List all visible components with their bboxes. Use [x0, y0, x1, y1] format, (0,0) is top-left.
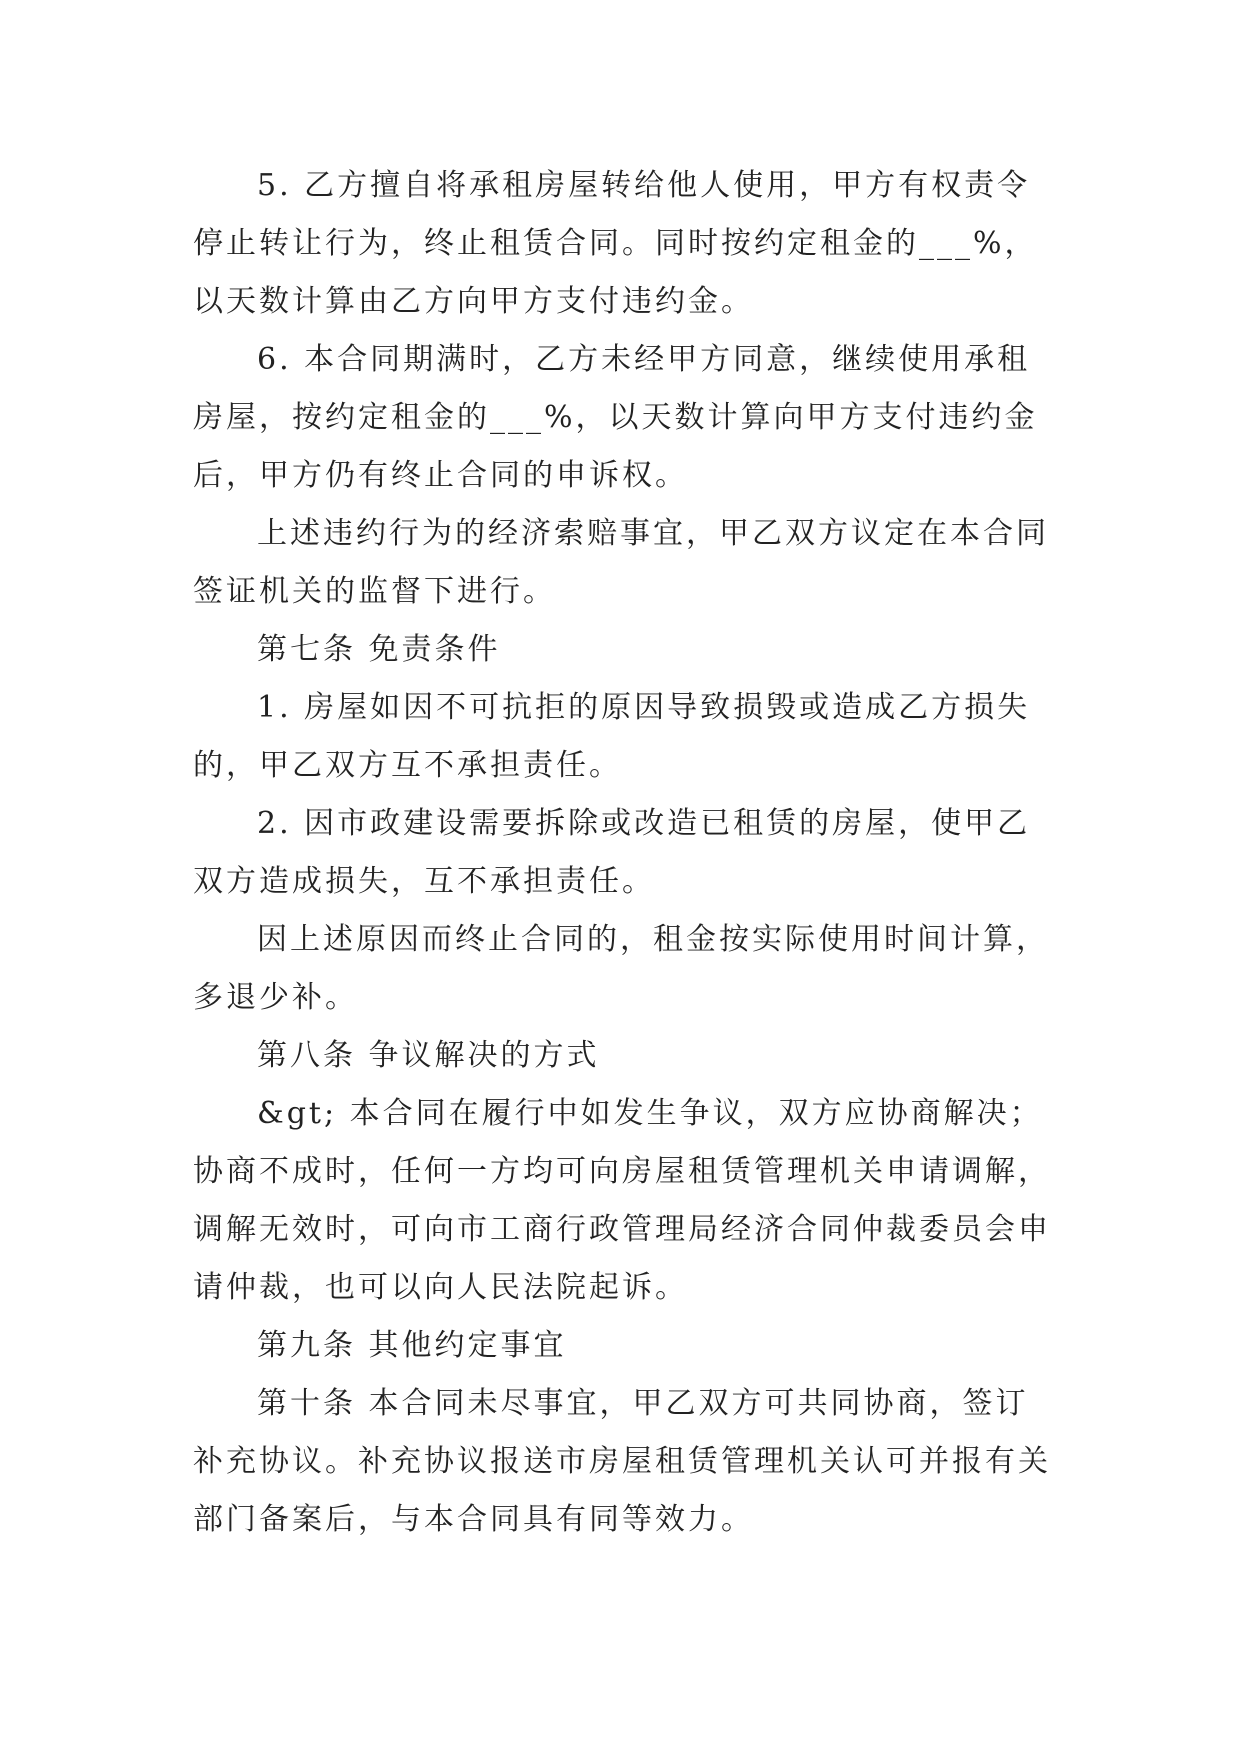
paragraph-clause-5: 5. 乙方擅自将承租房屋转给他人使用，甲方有权责令停止转让行为，终止租赁合同。同时按约定租金的___%，以天数计算由乙方向甲方支付违约金。 [193, 168, 1038, 319]
paragraph-breach-compensation: 上述违约行为的经济索赔事宜，甲乙双方议定在本合同签证机关的监督下进行。 [193, 516, 1049, 609]
paragraph-article-10: 第十条 本合同未尽事宜，甲乙双方可共同协商，签订补充协议。补充协议报送市房屋租赁管理机关认可并报有关部门备案后，与本合同具有同等效力。 [193, 1386, 1051, 1537]
heading-article-8: 第八条 争议解决的方式 [257, 1038, 600, 1073]
document-body [193, 157, 1053, 1549]
paragraph-exemption-2: 2. 因市政建设需要拆除或改造已租赁的房屋，使甲乙双方造成损失，互不承担责任。 [193, 806, 1031, 899]
paragraph-dispute-resolution: &gt; 本合同在履行中如发生争议，双方应协商解决；协商不成时，任何一方均可向房屋租赁管理机关申请调解，调解无效时，可向市工商行政管理局经济合同仲裁委员会申请仲裁，也可以向人民法院起诉。 [193, 1096, 1051, 1305]
heading-article-7: 第七条 免责条件 [257, 632, 501, 667]
heading-article-9: 第九条 其他约定事宜 [257, 1328, 567, 1363]
paragraph-clause-6: 6. 本合同期满时，乙方未经甲方同意，继续使用承租房屋，按约定租金的___%，以天数计算向甲方支付违约金后，甲方仍有终止合同的申诉权。 [193, 342, 1038, 493]
paragraph-exemption-1: 1. 房屋如因不可抗拒的原因导致损毁或造成乙方损失的，甲乙双方互不承担责任。 [193, 690, 1031, 783]
paragraph-rent-settlement: 因上述原因而终止合同的，租金按实际使用时间计算，多退少补。 [193, 922, 1049, 1015]
